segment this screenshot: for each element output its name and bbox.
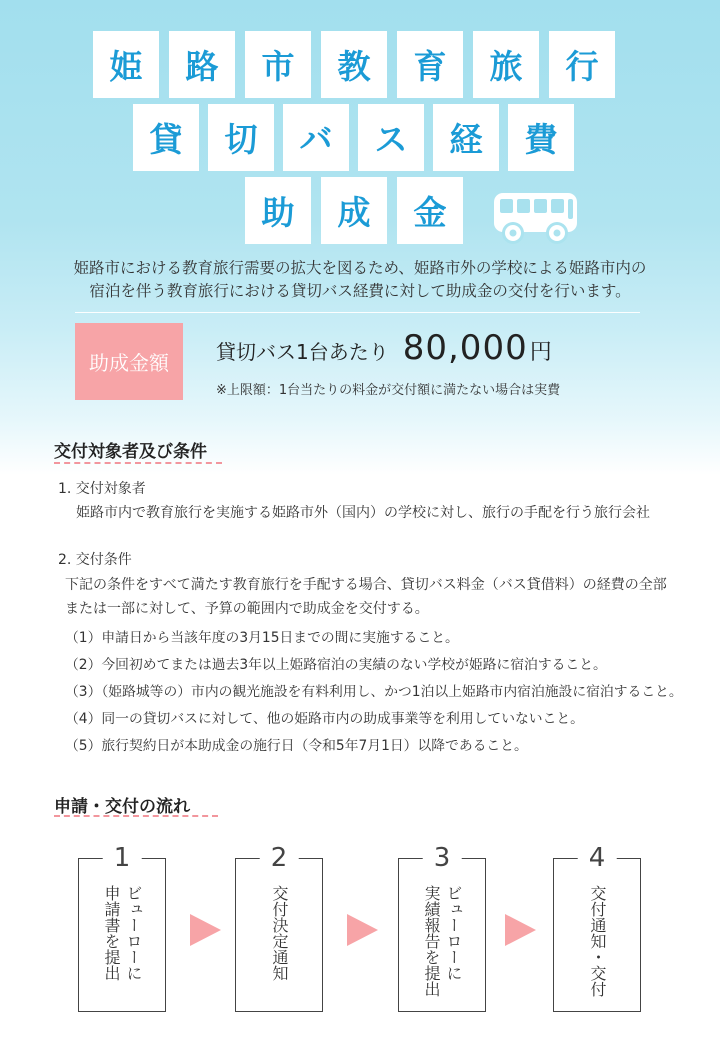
step-text xyxy=(586,885,608,997)
title-char: 旅 xyxy=(473,31,539,98)
step-text xyxy=(100,885,144,981)
title-char: 行 xyxy=(549,31,615,98)
title-char: 助 xyxy=(245,177,311,244)
step-text-line: 実績報告を提出 xyxy=(422,885,441,997)
title-char: ス xyxy=(358,104,424,171)
condition-item: （4）同一の貸切バスに対して、他の姫路市内の助成事業等を利用していないこと。 xyxy=(65,711,584,727)
flow-step-2 xyxy=(235,843,323,1012)
title-char: 金 xyxy=(397,177,463,244)
bus-icon xyxy=(493,192,579,244)
condition-item: （2）今回初めてまたは過去3年以上姫路宿泊の実績のない学校が姫路に宿泊すること。 xyxy=(65,657,607,673)
step-text xyxy=(268,885,290,981)
title-char: 成 xyxy=(321,177,387,244)
title-char: 教 xyxy=(321,31,387,98)
arrow-right-icon xyxy=(347,914,378,946)
bus-front-window xyxy=(568,199,573,219)
title-char: 貸 xyxy=(133,104,199,171)
condition-item: （5）旅行契約日が本助成金の施行日（令和5年7月1日）以降であること。 xyxy=(65,738,528,754)
step-text-line: 申請書を提出 xyxy=(102,885,121,981)
flow-step-3 xyxy=(398,843,486,1012)
step-number: 1 xyxy=(103,844,142,872)
heading-underline xyxy=(54,462,222,464)
title-char: 切 xyxy=(208,104,274,171)
amount-label: 助成金額 xyxy=(75,323,183,400)
step-number: 4 xyxy=(578,844,617,872)
amount-per-bus: 貸切バス1台あたり xyxy=(216,340,389,364)
divider xyxy=(75,312,640,313)
step-number: 3 xyxy=(423,844,462,872)
step-text-line: ビューローに xyxy=(124,885,143,981)
amount-line xyxy=(216,328,552,368)
title-char: 経 xyxy=(433,104,499,171)
title-char: 育 xyxy=(397,31,463,98)
flow-step-4 xyxy=(553,843,641,1012)
bus-window xyxy=(500,199,513,213)
bus-window xyxy=(534,199,547,213)
bus-wheel-hub xyxy=(510,230,517,237)
amount-note: ※上限額：1台当たりの料金が交付額に満たない場合は実費 xyxy=(216,383,561,398)
bus-wheel-hub xyxy=(554,230,561,237)
step-text-line: 交付通知・交付 xyxy=(588,885,607,997)
title-char: 姫 xyxy=(93,31,159,98)
intro-line: 宿泊を伴う教育旅行における貸切バス経費に対して助成金の交付を行います。 xyxy=(89,282,631,300)
step-text-line: 交付決定通知 xyxy=(270,885,289,981)
heading-underline xyxy=(54,815,218,817)
conditions-title: 2. 交付条件 xyxy=(58,552,132,568)
condition-item: （3）（姫路城等の）市内の観光施設を有料利用し、かつ1泊以上姫路市内宿泊施設に宿泊すること。 xyxy=(65,684,683,700)
step-text xyxy=(420,885,464,997)
conditions-intro: または一部に対して、予算の範囲内で助成金を交付する。 xyxy=(65,601,429,617)
arrow-right-icon xyxy=(505,914,536,946)
section-heading-eligibility: 交付対象者及び条件 xyxy=(54,442,207,462)
target-text: 姫路市内で教育旅行を実施する姫路市外（国内）の学校に対し、旅行の手配を行う旅行会社 xyxy=(76,505,650,521)
step-text-line: ビューローに xyxy=(444,885,463,981)
title-char: バ xyxy=(283,104,349,171)
title-char: 費 xyxy=(508,104,574,171)
arrow-right-icon xyxy=(190,914,221,946)
condition-item: （1）申請日から当該年度の3月15日までの間に実施すること。 xyxy=(65,630,459,646)
bus-window xyxy=(517,199,530,213)
title-char: 路 xyxy=(169,31,235,98)
amount-value: 80,000 xyxy=(402,328,528,368)
bus-window xyxy=(551,199,564,213)
target-title: 1. 交付対象者 xyxy=(58,481,146,497)
amount-unit: 円 xyxy=(529,340,552,365)
title-char: 市 xyxy=(245,31,311,98)
step-number: 2 xyxy=(260,844,299,872)
conditions-intro: 下記の条件をすべて満たす教育旅行を手配する場合、貸切バス料金（バス貸借料）の経費の全部 xyxy=(65,577,667,593)
intro-line: 姫路市における教育旅行需要の拡大を図るため、姫路市外の学校による姫路市内の xyxy=(73,259,647,277)
section-heading-flow: 申請・交付の流れ xyxy=(54,797,190,817)
flow-step-1 xyxy=(78,843,166,1012)
